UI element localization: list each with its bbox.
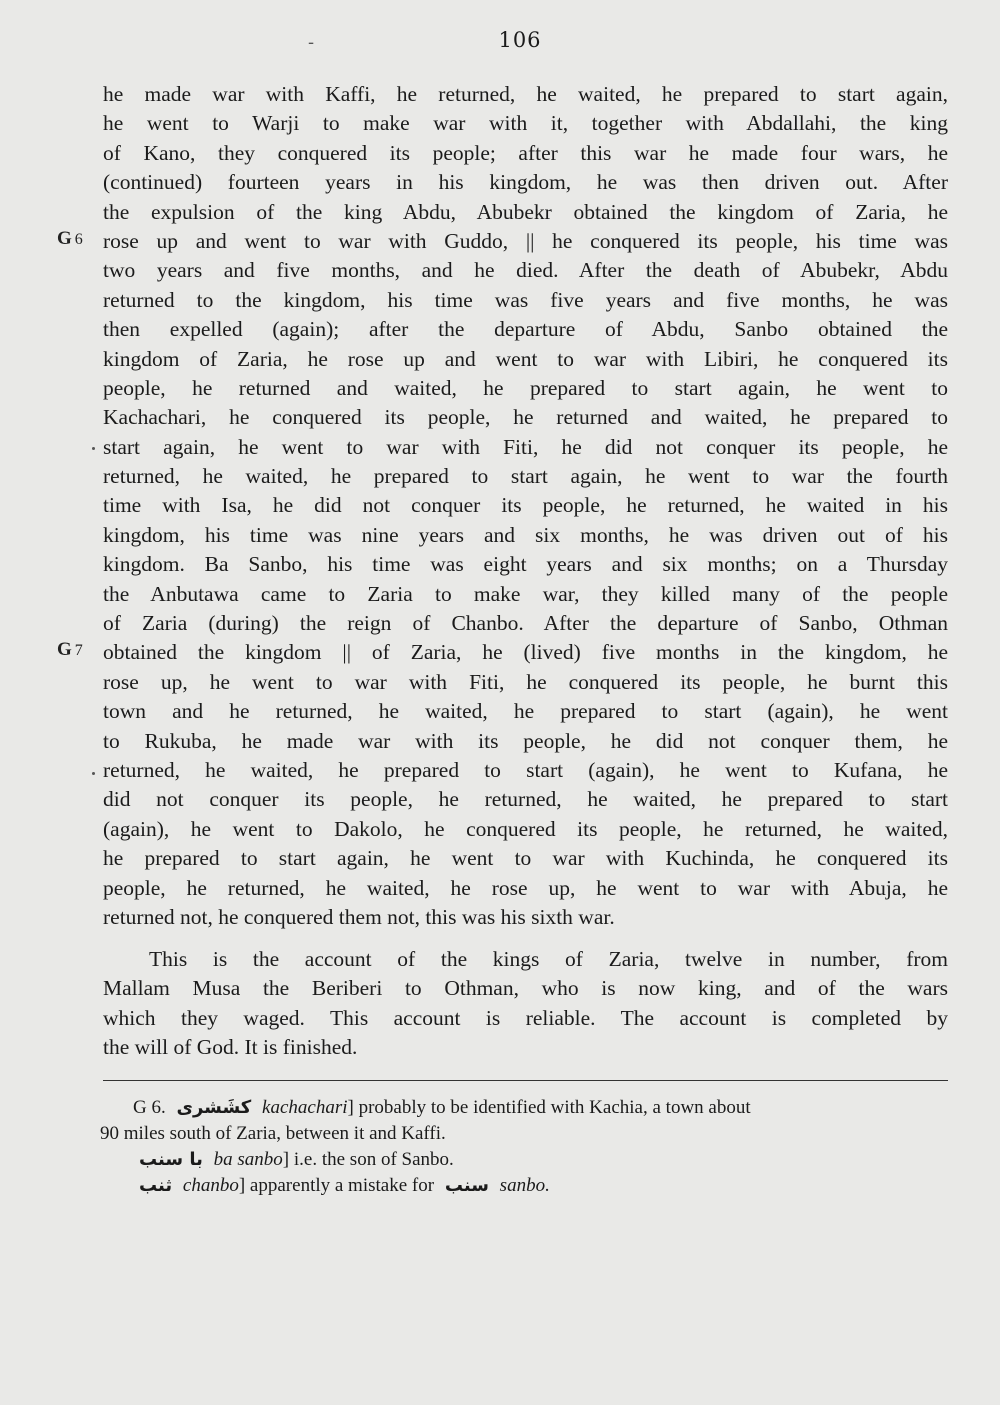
- text-line: of Zaria (during) the reign of Chanbo. After the departure of Sanbo, Othman: [103, 611, 948, 636]
- text-line: of Kano, they conquered its people; after this war he made four wars, he: [103, 140, 948, 165]
- footnote-text: 90 miles south of Zaria, between it and Kaffi.: [100, 1123, 446, 1144]
- transliteration: kachachari: [262, 1097, 348, 1118]
- footnote-g6-continued: [100, 1121, 948, 1147]
- margin-reference-letter: G: [57, 639, 72, 660]
- margin-reference-g6: [57, 228, 83, 250]
- footnote-ref: G 6.: [133, 1097, 166, 1118]
- text-line: This is the account of the kings of Zaria, twelve in number, from: [149, 947, 948, 971]
- footnote-divider: [103, 1080, 948, 1081]
- transliteration: ba sanbo: [213, 1149, 283, 1170]
- text-line: which they waged. This account is reliable. The account is completed by: [103, 1005, 948, 1030]
- footnote-g6: [103, 1095, 948, 1121]
- margin-reference-number: 7: [74, 642, 83, 659]
- footnote-text: ] apparently a mistake for: [238, 1175, 435, 1196]
- text-line: two years and five months, and he died. After the death of Abubekr, Abdu: [103, 258, 948, 283]
- margin-reference-letter: G: [57, 228, 72, 249]
- text-line: people, he returned, he waited, he rose up, he went to war with Abuja, he: [103, 875, 948, 900]
- text-line: returned to the kingdom, his time was five years and five months, he was: [103, 287, 948, 312]
- arabic-word: ثنب: [139, 1175, 173, 1196]
- text-line: obtained the kingdom || of Zaria, he (lived) five months in the kingdom, he: [103, 640, 948, 665]
- text-line: town and he returned, he waited, he prepared to start (again), he went: [103, 699, 948, 724]
- transliteration: sanbo.: [499, 1175, 550, 1196]
- margin-reference-g7: [57, 639, 83, 661]
- margin-reference-number: 6: [74, 231, 83, 248]
- arabic-word: كشَشرى: [176, 1097, 252, 1118]
- text-line: he prepared to start again, he went to war with Kuchinda, he conquered its: [103, 846, 948, 871]
- arabic-word: با سنب: [139, 1149, 203, 1170]
- text-line: the will of God. It is finished.: [103, 1035, 358, 1060]
- text-line: (continued) fourteen years in his kingdom, he was then driven out. After: [103, 170, 948, 195]
- text-line: (again), he went to Dakolo, he conquered its people, he returned, he waited,: [103, 816, 948, 841]
- text-line: Kachachari, he conquered its people, he returned and waited, he prepared to: [103, 405, 948, 430]
- text-line: kingdom, his time was nine years and six months, he was driven out of his: [103, 522, 948, 547]
- text-line: returned not, he conquered them not, this was his sixth war.: [103, 904, 615, 929]
- text-line: rose up and went to war with Guddo, || he conquered its people, his time was: [103, 228, 948, 253]
- footnote-chanbo: [103, 1173, 948, 1199]
- text-line: rose up, he went to war with Fiti, he conquered its people, he burnt this: [103, 669, 948, 694]
- footnote-ba-sanbo: [103, 1147, 948, 1173]
- text-line: he made war with Kaffi, he returned, he waited, he prepared to start again,: [103, 82, 948, 106]
- text-line: time with Isa, he did not conquer its people, he returned, he waited in his: [103, 493, 948, 518]
- text-line: people, he returned and waited, he prepared to start again, he went to: [103, 375, 948, 400]
- transliteration: chanbo: [182, 1175, 239, 1196]
- text-line: then expelled (again); after the departure of Abdu, Sanbo obtained the: [103, 317, 948, 342]
- text-line: returned, he waited, he prepared to start (again), he went to Kufana, he: [103, 757, 948, 782]
- page-number: 106: [498, 28, 542, 52]
- text-line: kingdom of Zaria, he rose up and went to war with Libiri, he conquered its: [103, 346, 948, 371]
- margin-dot: [92, 772, 95, 775]
- text-line: to Rukuba, he made war with its people, he did not conquer them, he: [103, 728, 948, 753]
- footnote-text: ] i.e. the son of Sanbo.: [282, 1149, 454, 1170]
- text-line: Mallam Musa the Beriberi to Othman, who is now king, and of the wars: [103, 976, 948, 1001]
- text-line: did not conquer its people, he returned, he waited, he prepared to start: [103, 787, 948, 812]
- text-line: kingdom. Ba Sanbo, his time was eight years and six months; on a Thursday: [103, 552, 948, 577]
- main-paragraph: [103, 80, 948, 932]
- page-header-dash: -: [308, 32, 315, 53]
- text-line: the expulsion of the king Abdu, Abubekr obtained the kingdom of Zaria, he: [103, 199, 948, 224]
- text-line: start again, he went to war with Fiti, he did not conquer its people, he: [103, 434, 948, 459]
- text-line: he went to Warji to make war with it, together with Abdallahi, the king: [103, 111, 948, 136]
- footnotes: [100, 1095, 948, 1199]
- arabic-word: سنب: [444, 1175, 489, 1196]
- footnote-text: ] probably to be identified with Kachia, a town about: [347, 1097, 751, 1118]
- text-line: returned, he waited, he prepared to start again, he went to war the fourth: [103, 464, 948, 489]
- closing-paragraph: [103, 945, 948, 1063]
- margin-dot: [92, 447, 95, 450]
- text-line: the Anbutawa came to Zaria to make war, they killed many of the people: [103, 581, 948, 606]
